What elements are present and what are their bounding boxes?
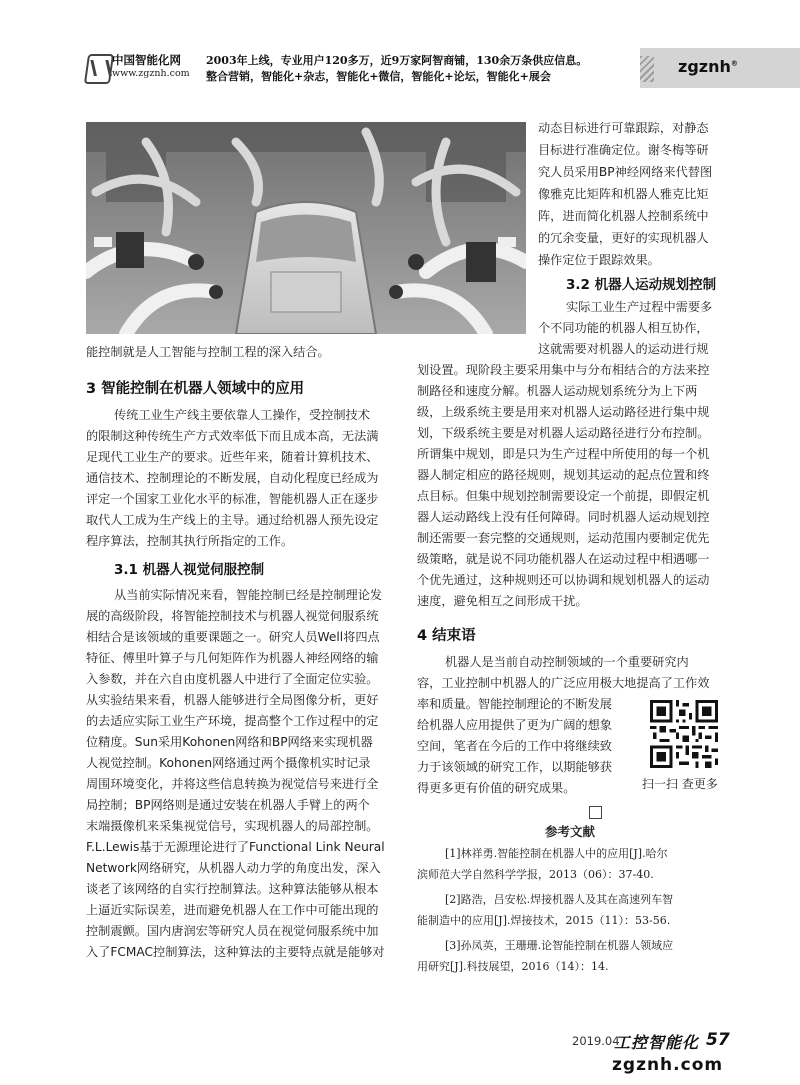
text-line: 器人制定相应的路径规则，规划其运动的起点位置和终	[417, 468, 710, 482]
robot-assembly-illustration	[86, 122, 526, 334]
text-line: 控制震颤。国内唐润宏等研究人员在视觉伺服系统中加	[86, 924, 379, 938]
text-line: 个优先通过，这种规则还可以协调和规划机器人的运动	[417, 573, 710, 587]
text-line: 上逼近实际误差，进而避免机器人在工作中可能出现的	[86, 903, 379, 917]
text-line: 的限制这种传统生产方式效率低下而且成本高，无法满	[86, 429, 379, 443]
text-line: 所谓集中规划，即是只为生产过程中所使用的每一个机	[417, 447, 710, 461]
end-mark-icon	[589, 806, 602, 819]
references-title: 参考文献	[545, 824, 596, 839]
section-3-1-title: 3.1 机器人视觉伺服控制	[114, 562, 265, 578]
reference-line: 能制造中的应用[J].焊接技术，2015（11）：53-56.	[417, 914, 671, 927]
text-line: 容，工业控制中机器人的广泛应用极大地提高了工作效	[417, 676, 710, 690]
text-line: 得更多更有价值的研究成果。	[417, 781, 576, 795]
text-line: 给机器人应用提供了更为广阔的想象	[417, 718, 612, 732]
text-line: 位精度。Sun采用Kohonen网络和BP网络来实现机器	[86, 735, 373, 749]
text-line: Network网络研究，从机器人动力学的角度出发，深入	[86, 861, 381, 875]
text-line: 器人运动路线上没有任何障碍。同时机器人运动规划控	[417, 510, 710, 524]
text-line: 入参数，并在六自由度机器人中进行了全面定位实验。	[86, 672, 379, 686]
text-line: 的去适应实际工业生产环境，提高整个工作过程中的定	[86, 714, 379, 728]
text-line: 传统工业生产线主要依靠人工操作，受控制技术	[114, 408, 370, 422]
text-line: 程序算法，控制其执行所指定的工作。	[86, 534, 294, 548]
text-line: 从当前实际情况来看，智能控制已经是控制理论发	[114, 588, 383, 602]
text-line: 级策略，就是说不同功能机器人在运动过程中相遇哪一	[417, 552, 710, 566]
site-url[interactable]: www.zgznh.com	[112, 68, 190, 79]
qr-caption: 扫一扫 查更多	[642, 777, 718, 791]
site-logo-icon	[84, 54, 114, 84]
text-line: 操作定位于跟踪效果。	[538, 253, 660, 267]
issue-date: 2019.04	[572, 1034, 620, 1048]
brand-mark: zgznh®	[678, 57, 738, 76]
section-4-title: 4 结束语	[417, 628, 476, 644]
text-line: 谈老了该网络的自实行控制算法。这种算法能够从根本	[86, 882, 379, 896]
text-line: 机器人是当前自动控制领域的一个重要研究内	[445, 655, 689, 669]
header-stripe	[640, 56, 654, 82]
text-line: 目标进行准确定位。谢冬梅等研	[538, 143, 709, 157]
text-line: 特征、傅里叶算子与几何矩阵作为机器人神经网络的输	[86, 651, 379, 665]
text-line: 划，下级系统主要是对机器人运动路径进行分布控制。	[417, 426, 710, 440]
text-line: 制还需要一套完整的交通规则，运动范围内要制定优先	[417, 531, 710, 545]
text-line: 足现代工业生产的要求。近些年来，随着计算机技术、	[86, 450, 379, 464]
text-line: 取代人工成为生产线上的主导。通过给机器人预先设定	[86, 513, 379, 527]
reference-line: [1]林祥勇.智能控制在机器人中的应用[J].哈尔	[445, 847, 668, 860]
reference-line: 用研究[J].科技展望，2016（14）：14.	[417, 960, 609, 973]
text-line: 力于该领域的研究工作，以期能够获	[417, 760, 612, 774]
robot-assembly-photo	[86, 122, 526, 334]
text-line: 划设置。现阶段主要采用集中与分布相结合的方法来控	[417, 363, 710, 377]
text-line: 速度，避免相互之间形成干扰。	[417, 594, 588, 608]
header-tagline-2: 整合营销，智能化+杂志，智能化+微信，智能化+论坛，智能化+展会	[206, 70, 551, 83]
text-line: 个不同功能的机器人相互协作，	[538, 321, 709, 335]
magazine-name: 工控智能化	[614, 1033, 700, 1052]
text-line: 评定一个国家工业化水平的标准，智能机器人正在逐步	[86, 492, 379, 506]
reference-line: [3]孙凤英，王珊珊.论智能控制在机器人领域应	[445, 939, 674, 952]
section-3-title: 3 智能控制在机器人领域中的应用	[86, 381, 305, 397]
text-line: 率和质量。智能控制理论的不断发展	[417, 697, 612, 711]
text-line: 点目标。但集中规划控制需要设定一个前提，即假定机	[417, 489, 710, 503]
text-line: 末端摄像机来采集视觉信号，实现机器人的局部控制。	[86, 819, 379, 833]
text-line: 究人员采用BP神经网络来代替图	[538, 165, 713, 179]
reference-line: [2]路浩，吕安松.焊接机器人及其在高速列车智	[445, 893, 674, 906]
text-line: 周围环境变化，并将这些信息转换为视觉信号来进行全	[86, 777, 379, 791]
text-line: F.L.Lewis基于无源理论进行了Functional Link Neural	[86, 840, 385, 854]
text-line: 展的高级阶段，将智能控制技术与机器人视觉伺服系统	[86, 609, 379, 623]
text-line: 实际工业生产过程中需要多	[566, 300, 713, 314]
site-name: 中国智能化网	[112, 53, 181, 67]
text-line: 的冗余变量，更好的实现机器人	[538, 231, 709, 245]
text-line: 动态目标进行可靠跟踪，对静态	[538, 121, 709, 135]
text-line: 人视觉控制。Kohonen网络通过两个摄像机实时记录	[86, 756, 371, 770]
text-line: 通信技术、控制理论的不断发展，自动化程度已经成为	[86, 471, 379, 485]
qr-code-icon[interactable]	[650, 700, 718, 768]
section-3-2-title: 3.2 机器人运动规划控制	[566, 277, 717, 293]
text-line: 阵，进而简化机器人控制系统中	[538, 209, 709, 223]
text-line: 局控制；BP网络则是通过安装在机器人手臂上的两个	[86, 798, 370, 812]
text-line: 这就需要对机器人的运动进行规	[538, 342, 709, 356]
page-number: 57	[706, 1030, 730, 1050]
text-line: 级，上级系统主要是用来对机器人运动路径进行集中规	[417, 405, 710, 419]
text-line: 入了FCMAC控制算法，这种算法的主要特点就是能够对	[86, 945, 385, 959]
text-line: 制路径和速度分解。机器人运动规划系统分为上下两	[417, 384, 698, 398]
text-line: 从实验结果来看，机器人能够进行全局图像分析，更好	[86, 693, 379, 707]
footer-url[interactable]: zgznh.com	[612, 1055, 724, 1075]
reference-line: 滨师范大学自然科学学报，2013（06）：37-40.	[417, 868, 654, 881]
intro-line: 能控制就是人工智能与控制工程的深入结合。	[86, 345, 330, 359]
text-line: 相结合是该领域的重要课题之一。研究人员Well将四点	[86, 630, 380, 644]
text-line: 像雅克比矩阵和机器人雅克比矩	[538, 187, 709, 201]
text-line: 空间，笔者在今后的工作中将继续致	[417, 739, 612, 753]
header-tagline-1: 2003年上线，专业用户120多万，近9万家阿智商铺，130余万条供应信息。	[206, 54, 588, 67]
